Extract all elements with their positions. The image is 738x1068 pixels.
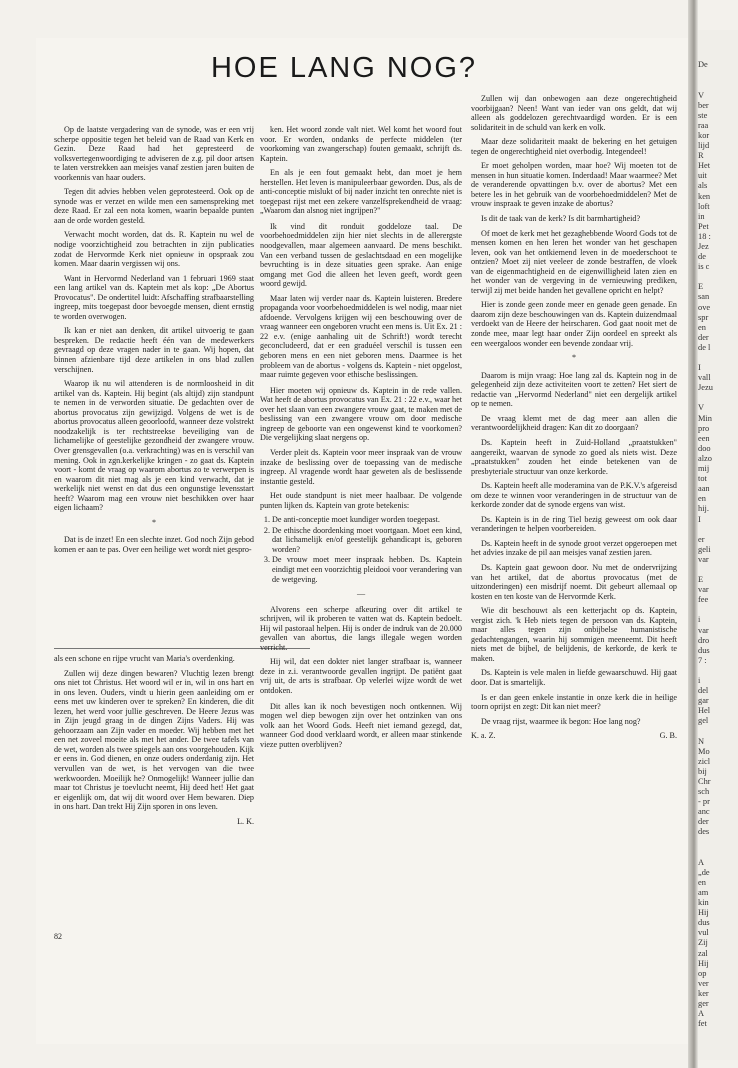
paragraph: Ds. Kaptein gaat gewoon door. Nu met de ondervrijzing van het artikel, dat de abortus provocatus (met de uitzonderingen) een misdrijf noemt. Dit gebeurt allemaal op kosten en ten koste van de Hervormde Kerk. — [471, 562, 677, 601]
fragment-line: en — [698, 494, 706, 504]
fragment-line: E — [698, 282, 704, 292]
signature-right: G. B. — [659, 731, 677, 741]
fragment-line: del — [698, 686, 709, 696]
paragraph: Verder pleit ds. Kaptein voor meer inspraak van de vrouw inzake de beslissing over de toepassing van de medische ingreep. Al vragende wordt haar geweten als de beslissende instantie gesteld. — [260, 447, 462, 486]
paragraph: Tegen dit advies hebben velen geprotesteerd. Ook op de synode was er verzet en wilde men een samenspreking met deze Raad. Er zal een nota komen, waarin bepaalde punten aan de orde worden gesteld. — [54, 187, 254, 225]
paragraph: Dat is de inzet! En een slechte inzet. God noch Zijn gebod komen er aan te pas. Over een heilige wet wordt niet gespro- — [54, 535, 254, 554]
paragraph: Maar laten wij verder naar ds. Kaptein luisteren. Bredere propaganda voor voorbehoedmiddelen is wel nodig, maar niet afdoende. Vervolgens krijgen wij een beschouwing over de vraag wanneer een ongeboren vrucht een mens is. Uit Ex. 21 : 22 e.v. (enige aanhaling uit de Schrift!) wordt terecht geconcludeerd, dat er een graduéel verschil is tussen een geboren mens en een niet geboren mens. Daarmee is het probleem van de abortus - volgens ds. Kaptein - niet opgelost, maar ruimte gegeven voor ethische beslissingen. — [260, 293, 462, 380]
fragment-line: spr — [698, 312, 709, 322]
fragment-line: De — [698, 60, 708, 70]
paragraph: Ds. Kaptein heeft in de synode groot verzet opgeroepen met het advies inzake de pil aan meisjes vanaf zestien jaren. — [471, 538, 677, 558]
fragment-line — [698, 80, 738, 90]
paragraph: Hier moeten wij opnieuw ds. Kaptein in de rede vallen. Wat heeft de abortus provocatus van Ex. 21 : 22 e.v., waar het over het slaan van een zwangere vrouw gaat, te maken met de beslissing van een zwangere vrouw om door medische ingreep de geboorte van een ongewenst kind te voorkomen? Die vergelijking slaat nergens op. — [260, 385, 462, 443]
fragment-line: bij — [698, 766, 707, 776]
fragment-line: I — [698, 363, 701, 373]
article-column-1 — [54, 125, 254, 559]
fragment-line: der — [698, 817, 709, 827]
paragraph: Verwacht mocht worden, dat ds. R. Kaptein nu wel de nodige voorzichtigheid zou betrachten in zijn publicaties zodat de Hervormde Kerk niet opnieuw in opspraak zou komen. Maar daarin vergissen wij ons. — [54, 230, 254, 269]
fragment-line: var — [698, 625, 709, 635]
paragraph: Dit alles kan ik noch bevestigen noch ontkennen. Wij mogen wel diep bewogen zijn over het ontzinken van ons volk aan het Woord Gods. Heeft niet iemand gezegd, dat, wanneer God dood verklaard wordt, er alleen maar stinkende vieze putten overblijven? — [260, 701, 462, 749]
fragment-line: Jezu — [698, 383, 713, 393]
fragment-line: is c — [698, 262, 710, 272]
fragment-line: dus — [698, 918, 710, 928]
paragraph: Daarom is mijn vraag: Hoe lang zal ds. Kaptein nog in de gelegenheid zijn deze activiteiten voort te zetten? Het siert de redactie van „Hervormd Nederland" niet een dergelijk artikel op te nemen. — [471, 370, 677, 409]
paragraph: Wie dit beschouwt als een ketterjacht op ds. Kaptein, vergist zich. 'k Heb niets tegen de persoon van ds. Kaptein, maar alles tegen zijn onbijbelse humanistische gedachtengangen, waarin hij sommigen meeneemt. Dit heeft niets met de bijbel, de belijdenis, de kerkorde, de kerk te maken. — [471, 606, 677, 663]
paragraph: En als je een fout gemaakt hebt, dan moet je hem herstellen. Het leven is manipuleerbaar geworden. Dus, als de anti-conceptie mislukt of bij nader inzicht ten onrechte niet is toegepast rijst met een zekere vanzelfsprekendheid de vraag: „Waarom dan alsnog niet ingrijpen?" — [260, 168, 462, 216]
fragment-line: ver — [698, 978, 709, 988]
book-gutter — [688, 0, 698, 1068]
paragraph: De vraag klemt met de dag meer aan allen die verantwoordelijkheid dragen: Kan dit zo doorgaan? — [471, 413, 677, 433]
fragment-line: der — [698, 332, 709, 342]
fragment-line: kor — [698, 130, 710, 140]
fragment-line — [698, 838, 738, 848]
fragment-line: Hij — [698, 958, 709, 968]
fragment-line: Chr — [698, 776, 711, 786]
fragment-line: Het — [698, 161, 711, 171]
fragment-line — [698, 605, 738, 615]
paragraph: Is er dan geen enkele instantie in onze kerk die in heilige toorn oprijst en zegt: Dit kan niet meer? — [471, 692, 677, 712]
paragraph: Want in Hervormd Nederland van 1 februari 1969 staat een lang artikel van ds. Kaptein met als kop: „De Abortus Provocatus". De ondertitel luidt: Afschaffing strafbaarstelling ingreep, mits toegepast door bevoegde mensen, dient ernstig te worden overwogen. — [54, 273, 254, 321]
fragment-line: zal — [698, 948, 708, 958]
fragment-line: sch — [698, 787, 710, 797]
fragment-line: dro — [698, 635, 710, 645]
fragment-line: 18 : — [698, 231, 711, 241]
fragment-line: gel — [698, 716, 709, 726]
paragraph: Zullen wij deze dingen bewaren? Vluchtig lezen brengt ons niet tot Christus. Het woord wil er in, wil in ons hart en in ons leven. Ouders, vindt u hierin geen aanleiding om er eens met uw kinderen over te spreken? En kinderen, die dit lezen, het werd voor jullie geschreven. De Heere Jezus was in Zijn jeugd graag in de dingen Zijns Vaders. Hij was gehoorzaam aan Zijn vader en moeder. Wij hebben met het een net zoveel moeite als met het ander. De twee tafels van de wet, worden als twee spiegels aan ons voorgehouden. Kijk er eens in. God dienen, en onze ouders onderdanig zijn. Het vervullen van de wet, is het vervogen van die twee werkwoorden. Moeilijk he? Onmogelijk! Wanneer jullie dan maar tot Christus je toevlucht neemt, Hij deed het! Het gaat er eigenlijk om, dat wij dit woord over Hem bewaren. Diep in ons hart. Dan trekt Hij Zijn sporen in ons leven. — [54, 668, 254, 812]
fragment-line: ken — [698, 191, 711, 201]
fragment-line — [698, 30, 738, 40]
paragraph: Maar deze solidariteit maakt de bekering en het getuigen tegen de ongerechtigheid niet overbodig. Integendeel! — [471, 137, 677, 156]
fragment-line — [698, 40, 738, 50]
fragment-line: in — [698, 211, 705, 221]
fragment-line: zicl — [698, 756, 711, 766]
article-title: HOE LANG NOG? — [210, 52, 478, 84]
paragraph: Is dit de taak van de kerk? Is dit barmhartigheid? — [481, 214, 641, 224]
signature: L. K. — [237, 816, 254, 826]
separator-star: * — [571, 353, 577, 363]
fragment-line: lijd — [698, 141, 710, 151]
fragment-line: am — [698, 887, 709, 897]
article-column-1-bottom — [54, 654, 254, 826]
fragment-line: anc — [698, 807, 710, 817]
paragraph: Het oude standpunt is niet meer haalbaar. De volgende punten lijken ds. Kaptein van grote betekenis: — [260, 491, 462, 510]
fragment-line: A — [698, 857, 705, 867]
paragraph: Er moet geholpen worden, maar hoe? Wij moeten tot de mensen in hun situatie komen. Inderdaad! Maar waarmee? Met de veranderende opvattingen b.v. over de abortus? Met een betere les in het gebruik van de voorbehoedmiddelen? Met de vrouw inspraak te geven inzake de abortus? — [471, 161, 677, 209]
fragment-line: i — [698, 676, 701, 685]
fragment-line: de — [698, 252, 706, 262]
fragment-line: A — [698, 1009, 705, 1019]
fragment-line: Pet — [698, 221, 709, 231]
fragment-line: op — [698, 968, 707, 978]
fragment-line: vall — [698, 373, 711, 383]
paragraph: Waarop ik nu wil attenderen is de normloosheid in dit artikel van ds. Kaptein. Hij begint (als altijd) zijn standpunt te nemen in de verworden situatie. De gedachten over de abortus provocatus zijn gewijzigd. Volgens de wet is de abortus provocatus alleen geoorloofd, wanneer deze volstrekt noodzakelijk is ter rechtstreekse beveiliging van de lichamelijke of geestelijke gezondheid der zwangere vrouw. Over grensgevallen (o.a. verkrachting) was en is verschil van mening. Ook in zgn.kerkelijke kringen - zo gaat ds. Kaptein voort - komt de vraag op waarom abortus zo te verwerpen is en waarom dit niet mag als je een kind verwacht, dat je werkelijk niet wenst en dat dus een ongunstige levensstart heeft? Waarom mag een vrouw niet beschikken over haar eigen lichaam? — [54, 379, 254, 513]
paragraph: Hij wil, dat een dokter niet langer strafbaar is, wanneer deze in z.i. verantwoorde gevallen ingrijpt. De patiënt gaat vrij uit, de arts is strafbaar. Op velerlei wijze wordt de wet ontdoken. — [260, 657, 462, 695]
fragment-line: Mo — [698, 746, 710, 756]
fragment-line: I — [698, 514, 701, 524]
fragment-line: de l — [698, 342, 711, 352]
paragraph: Zullen wij dan onbewogen aan deze ongerechtigheid voorbijgaan? Neen! Want van ieder van ons geldt, dat wij alleen als goddelozen gerechtvaardigd worden. Er is een solidariteit in de schuld van kerk en volk. — [471, 94, 677, 132]
fragment-line — [698, 353, 738, 363]
fragment-line: Hel — [698, 706, 711, 716]
fragment-line: loft — [698, 201, 710, 211]
fragment-line: dus — [698, 645, 710, 655]
fragment-line — [698, 666, 738, 676]
fragment-line: geli — [698, 544, 711, 554]
fragment-line — [698, 848, 738, 858]
fragment-line: V — [698, 90, 705, 100]
fragment-line: Jez — [698, 241, 709, 251]
fragment-line: aan — [698, 484, 710, 494]
paragraph: Hier is zonde geen zonde meer en genade geen genade. En daarom zijn deze beschouwingen van ds. Kaptein duizendmaal verdoekt van de Heere der heirscharen. God gaat nooit met de zonde mee, maar legt haar onder Zijn oordeel en spreekt als een weergaloos wonder een bevende zondaar vrij. — [471, 300, 677, 348]
paragraph: Ds. Kaptein is vele malen in liefde gewaarschuwd. Hij gaat door. Dat is smartelijk. — [471, 668, 677, 687]
paragraph: Ds. Kaptein is in de ring Tiel bezig geweest om ook daar veranderingen te helpen voorbereiden. — [471, 514, 677, 534]
fragment-line: var — [698, 585, 709, 595]
paragraph: Op de laatste vergadering van de synode, was er een vrij scherpe oppositie tegen het beleid van de Raad van Kerk en Gezin. Deze Raad had het gepresteerd de volksvertegenwoordiging te adviseren de z.g. pil door artsen te laten verstrekken aan meisjes vanaf zestien jaren buiten de voorkennis van haar ouders. — [54, 125, 254, 182]
fragment-line: uit — [698, 171, 707, 181]
list-item: 3. De vrouw moet meer inspraak hebben. Ds. Kaptein eindigt met een voorzichtig pleidooi voor verandering van de wetgeving. — [272, 555, 462, 584]
fragment-line: en — [698, 877, 706, 887]
fragment-line: raa — [698, 120, 709, 130]
fragment-line: ove — [698, 302, 711, 312]
article-column-3 — [471, 94, 677, 741]
fragment-line: „de — [698, 867, 710, 877]
list-item: 1. De anti-conceptie moet kundiger worden toegepast. — [272, 515, 462, 525]
fragment-line: 7 : — [698, 655, 707, 665]
fragment-line — [698, 50, 738, 60]
fragment-line: vul — [698, 928, 709, 938]
paragraph: Ik kan er niet aan denken, dit artikel uitvoerig te gaan bespreken. De redactie heeft één van de medewerkers gevraagd op deze vragen nader in te gaan. Wij hopen, dat binnen afzienbare tijd deze artikelen in ons blad zullen verschijnen. — [54, 326, 254, 374]
paragraph: Ds. Kaptein heeft alle moderamina van de P.K.V.'s afgereisd om deze te winnen voor veranderingen in de structuur van de kerkorde zonder dat de synode ergens van wist. — [471, 481, 677, 510]
fragment-line: ker — [698, 988, 709, 998]
fragment-line — [698, 272, 738, 282]
fragment-line: Zij — [698, 938, 708, 948]
fragment-line: i — [698, 615, 701, 625]
signature-left: K. a. Z. — [471, 731, 496, 741]
fragment-line: Min — [698, 413, 712, 423]
fragment-line: - pr — [698, 797, 710, 807]
fragment-line: R — [698, 151, 704, 161]
fragment-line: san — [698, 292, 710, 302]
fragment-line: ste — [698, 110, 708, 120]
article-column-2 — [260, 125, 462, 754]
adjacent-page-fragment — [698, 30, 738, 1060]
fragment-line: Hij — [698, 908, 709, 918]
paragraph: Ds. Kaptein heeft in Zuid-Holland „praatstukken" aangereikt, waarvan de synode zo goed als niets wist. Deze „praatstukken" zouden het einde betekenen van de presbyteriale structuur van onze kerkorde. — [471, 437, 677, 476]
paragraph: ken. Het woord zonde valt niet. Wel komt het woord fout voor. Er worden, ondanks de perfecte middelen (ter voorkoming van zwangerschap) fouten gemaakt, schrijft ds. Kaptein. — [260, 125, 462, 163]
page-number: 82 — [54, 932, 62, 941]
paragraph: Alvorens een scherpe afkeuring over dit artikel te schrijven, wil ik proberen te vatten wat ds. Kaptein bedoelt. Hij wil pastoraal helpen. Hij is onder de indruk van de 20.000 gevallen van abortus, die langs illegale wegen worden verricht. — [260, 604, 462, 652]
fragment-line — [698, 726, 738, 736]
fragment-line: als — [698, 181, 708, 191]
separator-dash: — — [356, 589, 366, 599]
fragment-line: kin — [698, 898, 709, 908]
paragraph: Ik vind dit ronduit goddeloze taal. De voorbehoedmiddelen zijn hier niet slechts in de allerergste noodgevallen, maar algemeen aanvaard. De mens beschikt. Van een verband tussen de geslachtsdaad en een mogelijke bevruchting is in deze situaties geen sprake. Aan enige omgang met God die alleen het leven geeft, wordt geen woord gewijd. — [260, 221, 462, 289]
fragment-line: E — [698, 575, 704, 585]
paragraph: De vraag rijst, waarmee ik begon: Hoe lang nog? — [481, 716, 641, 726]
fragment-line — [698, 525, 738, 535]
fragment-line: alzo — [698, 453, 712, 463]
paragraph: Of moet de kerk met het gezaghebbende Woord Gods tot de mensen komen en hen leren het wonder van het geschapen leven, ook van het ontkiemend leven in de moederschoot te ontzien? Moet zij niet veeleer de zonde bestraffen, de vloek van de eigenmachtigheid en de eigenwilligheid laten zien en het wonder van de vergeving in de vernieuwing prediken, terwijl zij met beide handen het gevallene opricht en helpt? — [471, 228, 677, 295]
fragment-line: N — [698, 736, 705, 746]
fragment-line: pro — [698, 423, 710, 433]
fragment-line: er — [698, 534, 705, 544]
fragment-line — [698, 393, 738, 403]
fragment-line: fee — [698, 595, 709, 605]
fragment-line: mij — [698, 464, 710, 474]
signatures — [471, 731, 677, 741]
list-item: 2. De ethische doordenking moet voortgaan. Moet een kind, dat lichamelijk en/of geestelijk gehandicapt is, geboren worden? — [272, 526, 462, 555]
fragment-line: en — [698, 322, 706, 332]
fragment-line: var — [698, 554, 709, 564]
points-list — [260, 515, 462, 584]
fragment-line: ber — [698, 100, 709, 110]
fragment-line: gar — [698, 696, 709, 706]
fragment-line: ger — [698, 999, 709, 1008]
paragraph: als een schone en rijpe vrucht van Maria's overdenking. — [54, 654, 235, 663]
fragment-line: des — [698, 827, 710, 837]
fragment-line: hij. — [698, 504, 709, 514]
fragment-line: V — [698, 403, 705, 413]
fragment-line — [698, 565, 738, 575]
separator-star: * — [151, 517, 157, 527]
fragment-line: fet — [698, 1019, 707, 1029]
fragment-line: een — [698, 433, 710, 443]
fragment-line — [698, 70, 738, 80]
fragment-line: doo — [698, 443, 711, 453]
fragment-line: tot — [698, 474, 707, 484]
